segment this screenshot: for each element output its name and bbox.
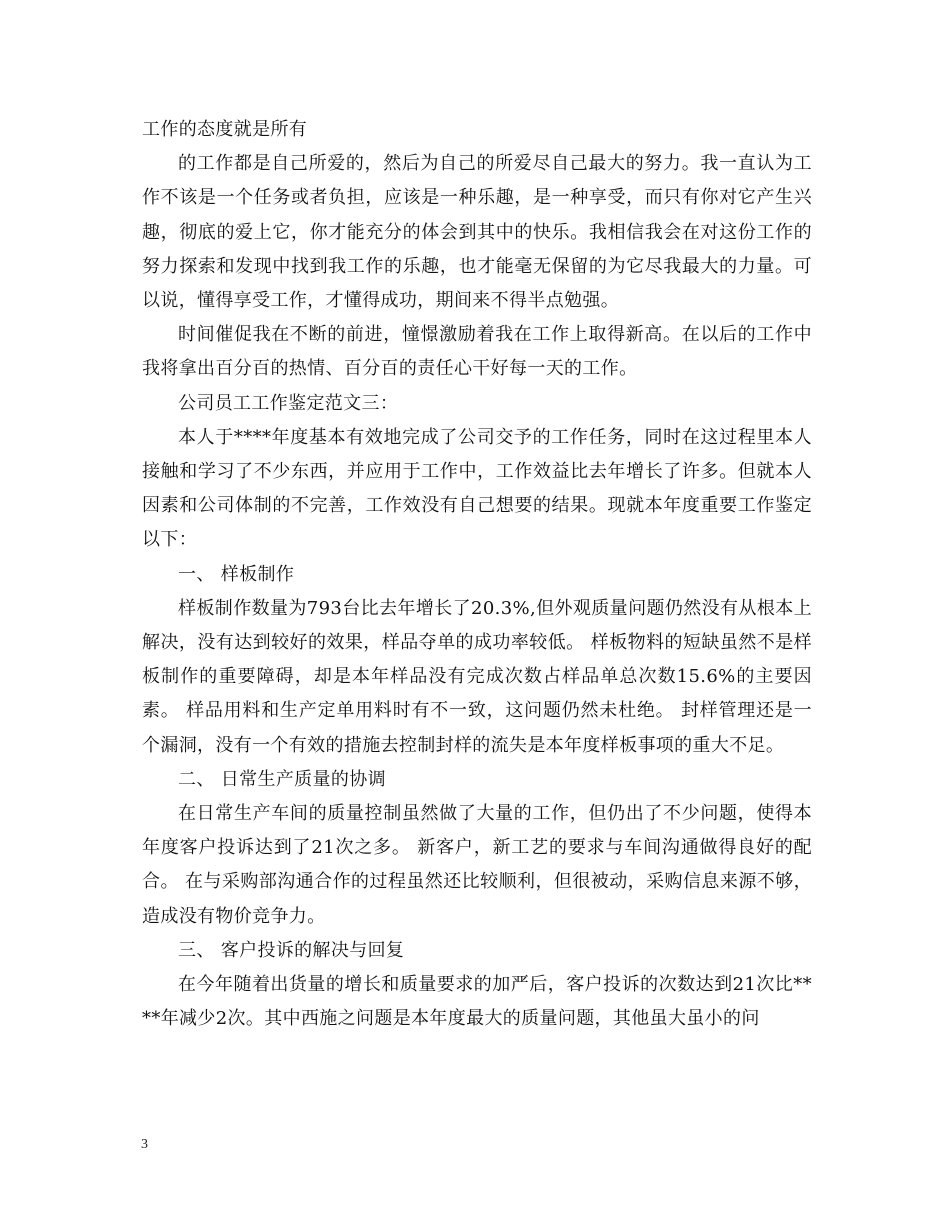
subheading-sample-making: 一、 样板制作	[178, 563, 295, 585]
paragraph-5: 本人于****年度基本有效地完成了公司交予的工作任务，同时在这过程里本人接触和学习了不少东西，并应用于工作中，工作效益比去年增长了许多。但就本人因素和公司体制的不完善，工作效没有自己想要的结果。现就本年度重要工作鉴定以下：	[142, 426, 812, 551]
subheading-customer-complaints: 三、 客户投诉的解决与回复	[178, 939, 405, 961]
paragraph-2: 的工作都是自己所爱的，然后为自己的所爱尽自己最大的努力。我一直认为工作不该是一个任务或者负担，应该是一种乐趣，是一种享受，而只有你对它产生兴趣，彻底的爱上它，你才能充分的体会到其中的快乐。我相信我会在对这份工作的努力探索和发现中找到我工作的乐趣，也才能毫无保留的为它尽我最大的力量。可以说，懂得享受工作，才懂得成功，期间来不得半点勉强。	[142, 153, 812, 312]
document-body	[142, 113, 812, 1036]
paragraph-3: 时间催促我在不断的前进，憧憬激励着我在工作上取得新高。在以后的工作中我将拿出百分百的热情、百分百的责任心干好每一天的工作。	[142, 324, 812, 380]
paragraph-9: 在日常生产车间的质量控制虽然做了大量的工作，但仍出了不少问题，使得本年度客户投诉达到了21次之多。 新客户，新工艺的要求与车间沟通做得良好的配合。 在与采购部沟通合作的过程虽然还比较顺利，但很被动，采购信息来源不够，造成没有物价竞争力。	[142, 803, 812, 927]
section-heading-sample-three: 公司员工工作鉴定范文三：	[178, 392, 399, 414]
subheading-quality-coordination: 二、 日常生产质量的协调	[178, 768, 386, 790]
paragraph-1: 工作的态度就是所有	[142, 119, 308, 140]
paragraph-7: 样板制作数量为793台比去年增长了20.3%,但外观质量问题仍然没有从根本上解决，没有达到较好的效果，样品夺单的成功率较低。 样板物料的短缺虽然不是样板制作的重要障碍，却是本年样品没有完成次数占样品单总次数15.6%的主要因素。 样品用料和生产定单用料时有不一致，这问题仍然未杜绝。 封样管理还是一个漏洞，没有一个有效的措施去控制封样的流失是本年度样板事项的重大不足。	[142, 597, 812, 756]
paragraph-11: 在今年随着出货量的增长和质量要求的加严后，客户投诉的次数达到21次比****年减少2次。其中西施之问题是本年度最大的质量问题，其他虽大虽小的问	[142, 974, 812, 1030]
page-number: 3	[141, 1137, 148, 1152]
